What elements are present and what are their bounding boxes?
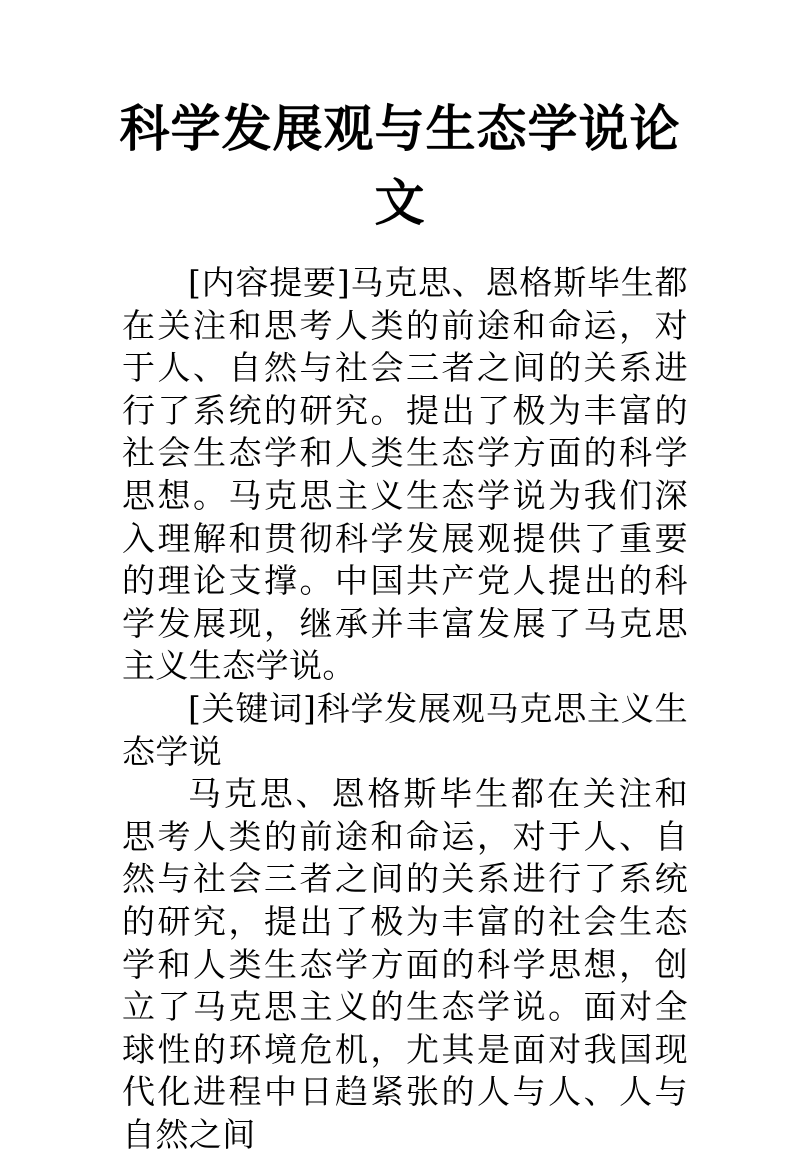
keywords-paragraph: [关键词]科学发展观马克思主义生态学说	[122, 688, 688, 771]
document-title: 科学发展观与生态学说论文	[119, 100, 681, 232]
abstract-paragraph: [内容提要]马克思、恩格斯毕生都在关注和思考人类的前途和命运，对于人、自然与社会三者之间的关系进行了系统的研究。提出了极为丰富的社会生态学和人类生态学方面的科学思想。马克思主义生态学说为我们深入理解和贯彻科学发展观提供了重要的理论支撑。中国共产党人提出的科学发展现，继承并丰富发展了马克思主义生态学说。	[122, 263, 688, 686]
document-body	[122, 262, 688, 1156]
body-paragraph: 马克思、恩格斯毕生都在关注和思考人类的前途和命运，对于人、自然与社会三者之间的关系进行了系统的研究，提出了极为丰富的社会生态学和人类生态学方面的科学思想，创立了马克思主义的生态学说。面对全球性的环境危机，尤其是面对我国现代化进程中日趋紧张的人与人、人与自然之间	[122, 774, 688, 1154]
